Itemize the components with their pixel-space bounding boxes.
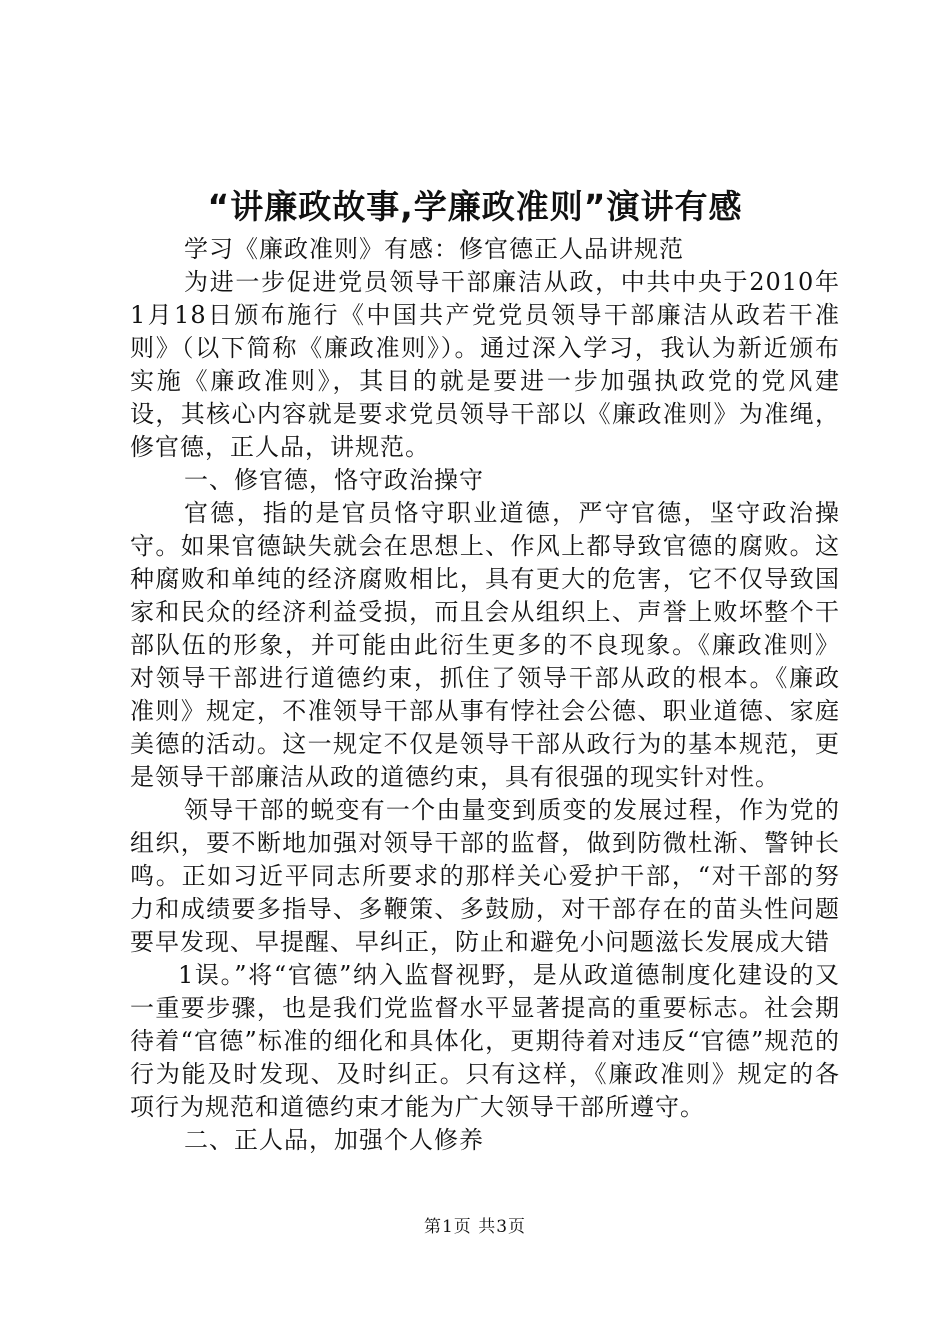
section-heading: 一、修官德，恪守政治操守 <box>184 466 484 494</box>
body-paragraph: 1误。”将“官德”纳入监督视野，是从政道德制度化建设的又一重要步骤，也是我们党监督水平显著提高的重要标志。社会期待着“官德”标准的细化和具体化，更期待着对违反“官德”规范的行为能及时发现、及时纠正。只有这样，《廉政准则》规定的各项行为规范和道德约束才能为广大领导干部所遵守。 <box>130 961 840 1121</box>
page-number: 第1页 共3页 <box>423 1217 527 1237</box>
body-paragraph: 领导干部的蜕变有一个由量变到质变的发展过程，作为党的组织，要不断地加强对领导干部的监督，做到防微杜渐、警钟长鸣。正如习近平同志所要求的那样关心爱护干部，“对干部的努力和成绩要多指导、多鞭策、多鼓励，对干部存在的苗头性问题要早发现、早提醒、早纠正，防止和避免小问题滋长发展成大错 <box>130 796 840 956</box>
body-paragraph: 为进一步促进党员领导干部廉洁从政，中共中央于2010年1月18日颁布施行《中国共产党党员领导干部廉洁从政若干准则》（以下简称《廉政准则》）。通过深入学习，我认为新近颁布实施《廉政准则》，其目的就是要进一步加强执政党的党风建设，其核心内容就是要求党员领导干部以《廉政准则》为准绳，修官德，正人品，讲规范。 <box>130 268 840 461</box>
section-heading: 二、正人品，加强个人修养 <box>184 1126 484 1154</box>
body-paragraph: 官德，指的是官员恪守职业道德，严守官德，坚守政治操守。如果官德缺失就会在思想上、作风上都导致官德的腐败。这种腐败和单纯的经济腐败相比，具有更大的危害，它不仅导致国家和民众的经济利益受损，而且会从组织上、声誉上败坏整个干部队伍的形象，并可能由此衍生更多的不良现象。《廉政准则》对领导干部进行道德约束，抓住了领导干部从政的根本。《廉政准则》规定，不准领导干部从事有悖社会公德、职业道德、家庭美德的活动。这一规定不仅是领导干部从政行为的基本规范，更是领导干部廉洁从政的道德约束，具有很强的现实针对性。 <box>130 499 840 791</box>
document-title: “讲廉政故事,学廉政准则”演讲有感 <box>207 187 743 226</box>
subtitle-paragraph: 学习《廉政准则》有感：修官德正人品讲规范 <box>184 235 684 263</box>
document-body <box>130 233 840 1157</box>
